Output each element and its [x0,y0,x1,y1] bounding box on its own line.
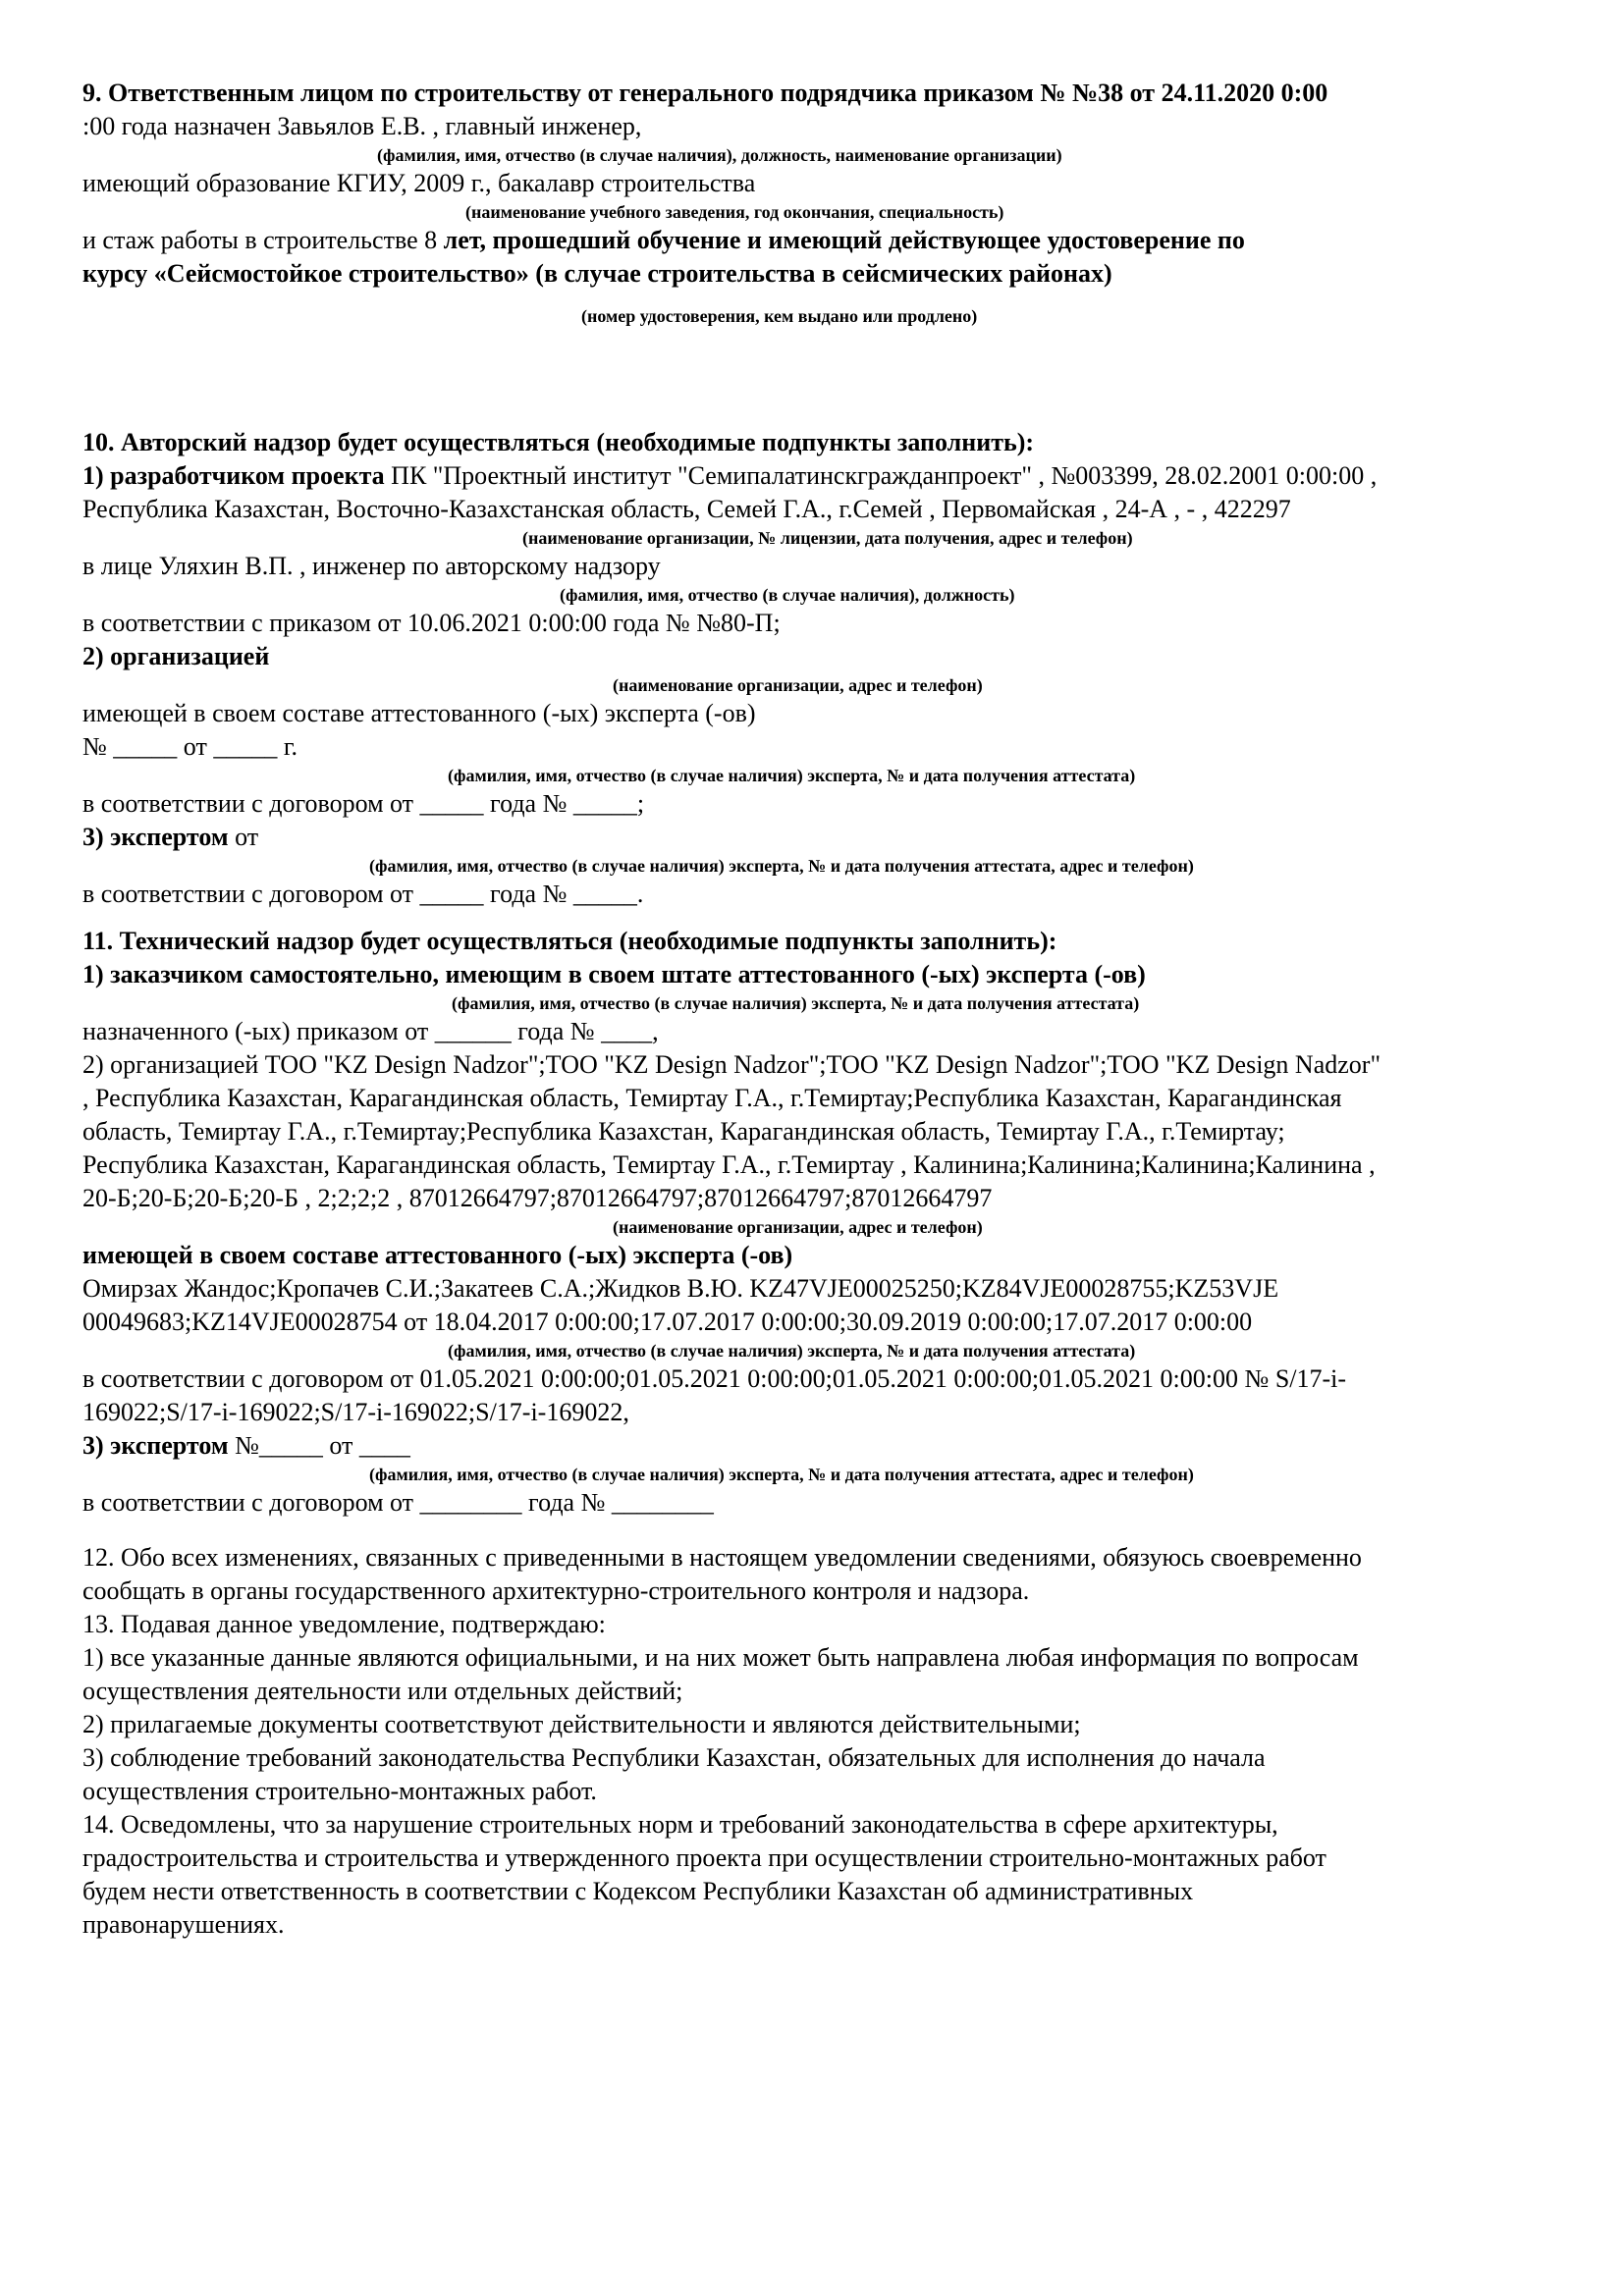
s9-caption-1: (фамилия, имя, отчество (в случае наличия), должность, наименование организации) [377,145,1062,165]
s14-line-3: будем нести ответственность в соответствии с Кодексом Республики Казахстан об административных [82,1877,1194,1905]
s10-p2-line-1: имеющей в своем составе аттестованного (-ых) эксперта (-ов) [82,699,756,727]
s11-p3-line-1 [82,1429,1555,1463]
s12-line-1: 12. Обо всех изменениях, связанных с приведенными в настоящем уведомлении сведениями, обязуюсь своевременно [82,1543,1362,1572]
s10-p2-label: 2) организацией [82,642,270,670]
s10-p1-label: 1) разработчиком проекта [82,461,392,490]
s10-caption-4: (фамилия, имя, отчество (в случае наличия) эксперта, № и дата получения аттестата) [448,766,1136,785]
s14-line-1: 14. Осведомлены, что за нарушение строительных норм и требований законодательства в сфере архитектуры, [82,1810,1278,1839]
s9-caption-3: (номер удостоверения, кем выдано или продлено) [581,306,978,326]
s9-caption-2: (наименование учебного заведения, год окончания, специальность) [465,202,1004,222]
s14-line-4: правонарушениях. [82,1910,285,1939]
s10-p3-value: от [235,823,259,851]
s10-p3-label: 3) экспертом [82,823,236,851]
s10-p2-line-3: в соответствии с договором от _____ года № _____; [82,789,645,818]
s13-line-1: 13. Подавая данное уведомление, подтверждаю: [82,1610,606,1638]
s11-p1-line-1: назначенного (-ых) приказом от ______ года № ____, [82,1017,659,1045]
s11-caption-3: (фамилия, имя, отчество (в случае наличия) эксперта, № и дата получения аттестата) [448,1341,1136,1361]
s9-line-5: курсу «Сейсмостойкое строительство» (в случае строительства в сейсмических районах) [82,259,1112,288]
s12-line-2: сообщать в органы государственного архитектурно-строительного контроля и надзора. [82,1576,1030,1605]
document-page [82,77,1555,1942]
s11-p3-label: 3) экспертом [82,1431,236,1460]
s11-p2-line-3: область, Темиртау Г.А., г.Темиртау;Республика Казахстан, Карагандинская область, Темиртау Г.А., г.Темиртау; [82,1117,1285,1146]
s10-p1-line-4: в соответствии с приказом от 10.06.2021 0:00:00 года № №80-П; [82,609,781,637]
s10-p1-line-1 [82,459,1555,493]
s11-p1-label: 1) заказчиком самостоятельно, имеющим в своем штате аттестованного (-ых) эксперта (-ов) [82,960,1146,988]
s11-p2-line-1: 2) организацией ТОО "KZ Design Nadzor";ТОО "KZ Design Nadzor";ТОО "KZ Design Nadzor";ТОО "KZ Design Nadzor" [82,1050,1381,1079]
s10-p1-line-2: Республика Казахстан, Восточно-Казахстанская область, Семей Г.А., г.Семей , Первомайская , 24-А , - , 422297 [82,495,1291,523]
s10-p2-line-2: № _____ от _____ г. [82,732,298,761]
s9-line-4b: лет, прошедший обучение и имеющий действующее удостоверение по [443,226,1245,254]
s11-caption-2: (наименование организации, адрес и телефон) [613,1217,983,1237]
s14-line-2: градостроительства и строительства и утвержденного проекта при осуществлении строительно-монтажных работ [82,1843,1326,1872]
s11-p2-line-6: имеющей в своем составе аттестованного (-ых) эксперта (-ов) [82,1241,793,1269]
s13-line-2: 1) все указанные данные являются официальными, и на них может быть направлена любая информация по вопросам [82,1643,1359,1672]
s13-line-3: осуществления деятельности или отдельных действий; [82,1677,683,1705]
s11-p2-line-9: в соответствии с договором от 01.05.2021 0:00:00;01.05.2021 0:00:00;01.05.2021 0:00:00;01.05.2021 0:00:00 № S/17-i- [82,1364,1347,1393]
s10-p1-value: ПК "Проектный институт "Семипалатинскгражданпроект" , №003399, 28.02.2001 0:00:00 , [391,461,1378,490]
s10-caption-3: (наименование организации, адрес и телефон) [613,675,983,695]
s13-line-6: осуществления строительно-монтажных работ. [82,1777,597,1805]
s11-p3-line-2: в соответствии с договором от ________ года № ________ [82,1488,714,1517]
s10-p1-line-3: в лице Уляхин В.П. , инженер по авторскому надзору [82,552,661,580]
s10-caption-5: (фамилия, имя, отчество (в случае наличия) эксперта, № и дата получения аттестата, адрес и телефон) [369,856,1194,876]
s11-p2-line-4: Республика Казахстан, Карагандинская область, Темиртау Г.А., г.Темиртау , Калинина;Калинина;Калинина;Калинина , [82,1150,1376,1179]
s9-line-2: :00 года назначен Завьялов Е.В. , главный инженер, [82,112,642,140]
s11-caption-4: (фамилия, имя, отчество (в случае наличия) эксперта, № и дата получения аттестата, адрес и телефон) [369,1465,1194,1484]
s10-p3-line-2: в соответствии с договором от _____ года № _____. [82,880,644,908]
s10-caption-1: (наименование организации, № лицензии, дата получения, адрес и телефон) [522,528,1133,548]
s9-line-3: имеющий образование КГИУ, 2009 г., бакалавр строительства [82,169,756,197]
s9-line-4a: и стаж работы в строительстве 8 [82,226,444,254]
s11-caption-1: (фамилия, имя, отчество (в случае наличия) эксперта, № и дата получения аттестата) [452,993,1140,1013]
s9-line-1: 9. Ответственным лицом по строительству от генерального подрядчика приказом № №38 от 24.11.2020 0:00 [82,79,1328,107]
s13-line-5: 3) соблюдение требований законодательства Республики Казахстан, обязательных для исполнения до начала [82,1743,1266,1772]
s9-line-4 [82,224,1555,257]
s11-heading: 11. Технический надзор будет осуществляться (необходимые подпункты заполнить): [82,927,1057,955]
s11-p2-line-5: 20-Б;20-Б;20-Б;20-Б , 2;2;2;2 , 87012664797;87012664797;87012664797;87012664797 [82,1184,993,1212]
s11-p2-line-10: 169022;S/17-i-169022;S/17-i-169022;S/17-i-169022, [82,1398,629,1426]
s11-p2-line-8: 00049683;KZ14VJE00028754 от 18.04.2017 0:00:00;17.07.2017 0:00:00;30.09.2019 0:00:00;17.07.2017 0:00:00 [82,1308,1253,1336]
s11-p2-line-7: Омирзах Жандос;Кропачев С.И.;Закатеев С.А.;Жидков В.Ю. KZ47VJE00025250;KZ84VJE00028755;KZ53VJE [82,1274,1279,1303]
s11-p2-line-2: , Республика Казахстан, Карагандинская область, Темиртау Г.А., г.Темиртау;Республика Казахстан, Карагандинская [82,1084,1342,1112]
s10-caption-2: (фамилия, имя, отчество (в случае наличия), должность) [560,585,1015,605]
s10-heading: 10. Авторский надзор будет осуществляться (необходимые подпункты заполнить): [82,428,1035,456]
s13-line-4: 2) прилагаемые документы соответствуют действительности и являются действительными; [82,1710,1081,1738]
s11-p3-value: №_____ от ____ [235,1431,410,1460]
s10-p3-line-1 [82,821,1555,854]
